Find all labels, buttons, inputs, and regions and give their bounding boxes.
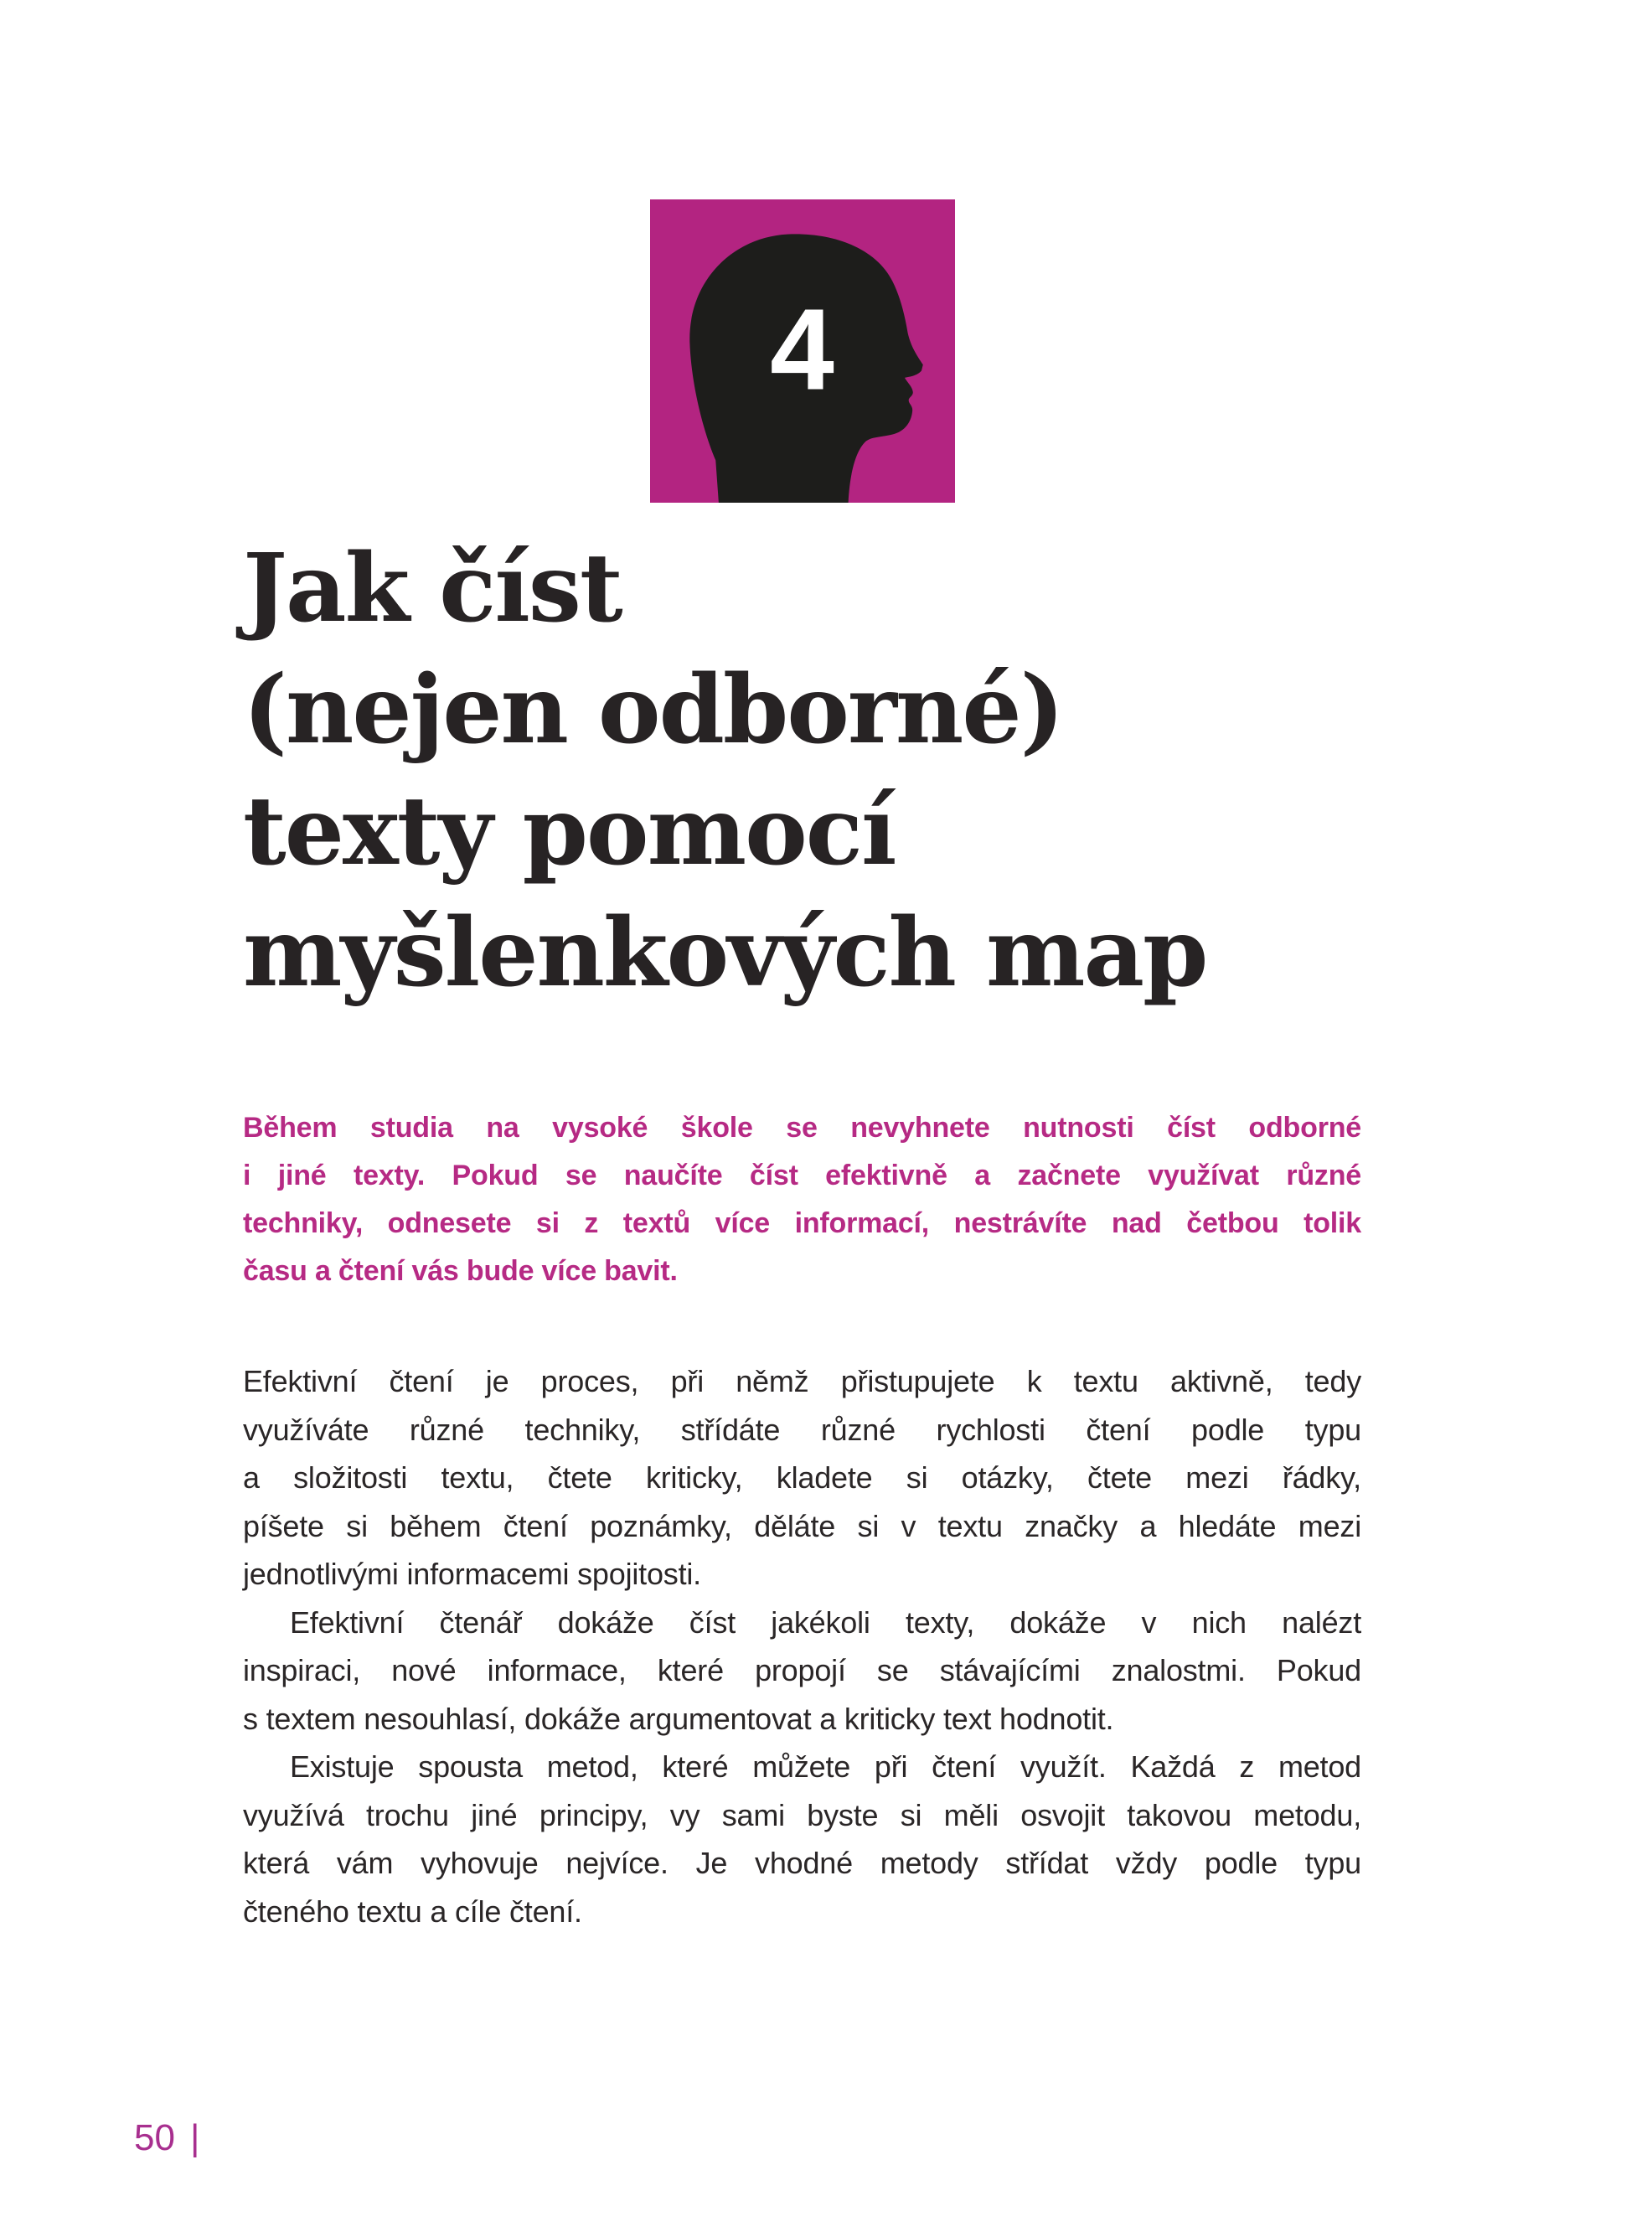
body-line: píšete si během čtení poznámky, děláte si v textu značky a hledáte mezi bbox=[243, 1508, 1361, 1543]
chapter-icon bbox=[650, 199, 955, 503]
body-line: Efektivní čtení je proces, při němž přistupujete k textu aktivně, tedy bbox=[243, 1364, 1361, 1398]
body-line: využíváte různé techniky, střídáte různé rychlosti čtení podle typu bbox=[243, 1412, 1361, 1447]
body-line: Existuje spousta metod, které můžete při čtení využít. Každá z metod bbox=[290, 1749, 1361, 1784]
body-line: Efektivní čtenář dokáže číst jakékoli texty, dokáže v nich nalézt bbox=[290, 1604, 1361, 1640]
page-title-line-1: Jak číst bbox=[243, 534, 622, 643]
body-line: s textem nesouhlasí, dokáže argumentovat a kriticky text hodnotit. bbox=[243, 1701, 1114, 1736]
page-number-separator: | bbox=[189, 2117, 200, 2158]
intro-line: času a čtení vás bude více bavit. bbox=[243, 1255, 678, 1287]
page-title-line-2: (nejen odborné) bbox=[243, 655, 1063, 765]
body-paragraph-3 bbox=[243, 1743, 1361, 1935]
intro-line: i jiné texty. Pokud se naučíte číst efektivně a začnete využívat různé bbox=[243, 1160, 1361, 1191]
body-line: která vám vyhovuje nejvíce. Je vhodné metody střídat vždy podle typu bbox=[243, 1846, 1361, 1880]
page-title bbox=[243, 528, 1361, 1014]
body-paragraph-1 bbox=[243, 1357, 1361, 1599]
page-title-line-4: myšlenkových map bbox=[243, 898, 1207, 1008]
body-line: využívá trochu jiné principy, vy sami byste si měli osvojit takovou metodu, bbox=[243, 1797, 1361, 1832]
body-line: čteného textu a cíle čtení. bbox=[243, 1894, 582, 1929]
body-line: a složitosti textu, čtete kriticky, kladete si otázky, čtete mezi řádky, bbox=[243, 1460, 1361, 1495]
page-footer bbox=[134, 2116, 199, 2161]
body-text bbox=[243, 1357, 1361, 1935]
intro-paragraph bbox=[243, 1104, 1361, 1295]
body-line: inspiraci, nové informace, které propojí se stávajícími znalostmi. Pokud bbox=[243, 1653, 1361, 1687]
body-line: jednotlivými informacemi spojitosti. bbox=[243, 1557, 701, 1591]
text-column bbox=[243, 0, 1361, 1935]
body-paragraph-2 bbox=[243, 1599, 1361, 1744]
page-number: 50 bbox=[134, 2117, 175, 2158]
page-title-line-3: texty pomocí bbox=[243, 777, 896, 886]
intro-line: techniky, odnesete si z textů více informací, nestrávíte nad četbou tolik bbox=[243, 1207, 1361, 1239]
chapter-number: 4 bbox=[770, 285, 834, 415]
intro-line: Během studia na vysoké škole se nevyhnete nutnosti číst odborné bbox=[243, 1112, 1361, 1144]
